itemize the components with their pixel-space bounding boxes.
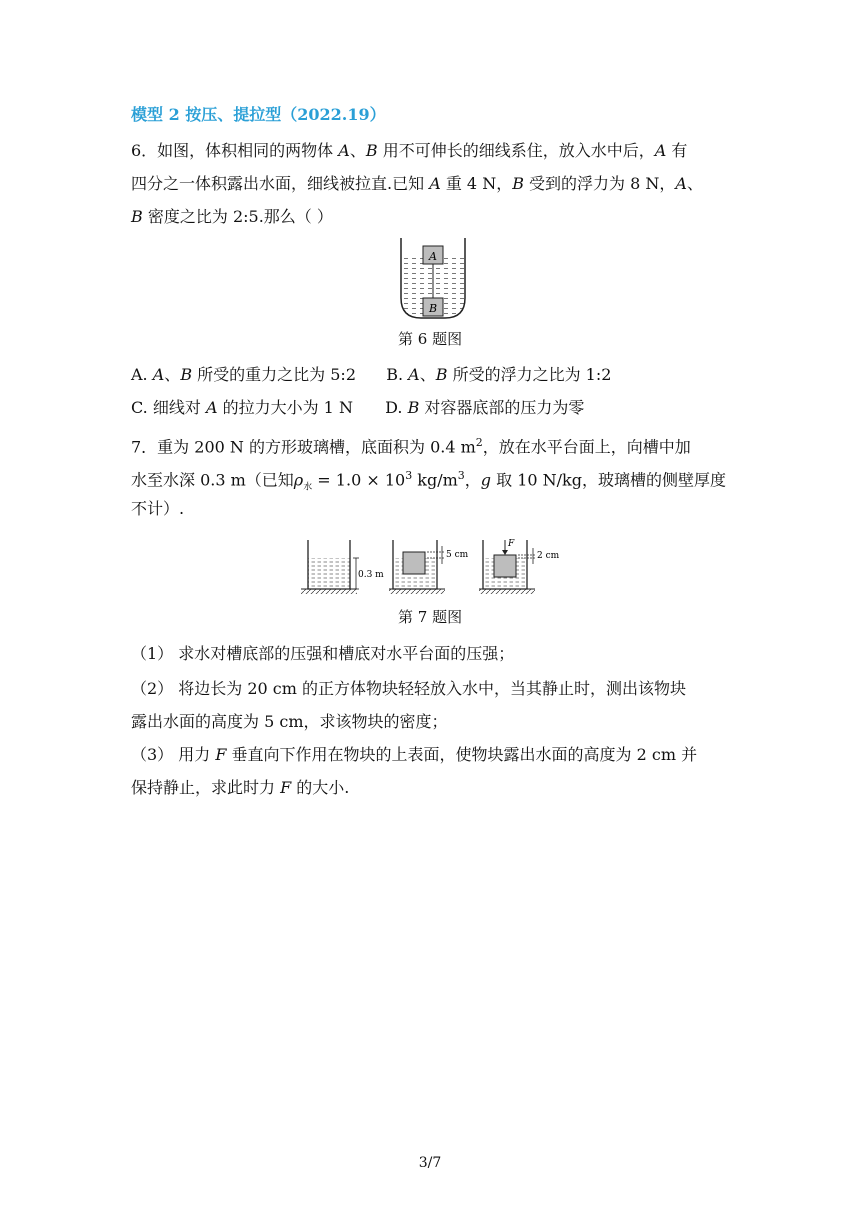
tank-2	[389, 540, 469, 594]
q7-sub-1: （1） 求水对槽底部的压强和槽底对水平台面的压强；	[131, 644, 515, 663]
q6-line-1: 6．如图，体积相同的两物体 A、B 用不可伸长的细线系住，放入水中后，A 有	[131, 141, 688, 160]
q6-beaker-figure	[395, 236, 471, 322]
option-b: B. A、B 所受的浮力之比为 1:2	[386, 365, 612, 384]
q6-figure-caption: 第 6 题图	[398, 330, 463, 348]
q7-sub-3-line-2: 保持静止，求此时力 F 的大小.	[131, 778, 350, 797]
q6-line-3: B 密度之比为 2:5.那么（ ）	[131, 207, 333, 226]
q7-sub-2-line-1: （2） 将边长为 20 cm 的正方体物块轻轻放入水中，当其静止时，测出该物块	[131, 679, 687, 698]
block-b-label: B	[428, 302, 438, 315]
q7-line-2: 水至水深 0.3 m（已知$\rho_水 = 1.0 \times 10^3$ $kg/m^3$，g 取 10 N/kg，玻璃槽的侧壁厚度	[131, 469, 726, 493]
q7-sub-3-line-1: （3） 用力 F 垂直向下作用在物块的上表面，使物块露出水面的高度为 2 cm 并	[131, 745, 698, 764]
q6-line-2: 四分之一体积露出水面，细线被拉直.已知 A 重 4 N，B 受到的浮力为 8 N，A、	[131, 174, 703, 193]
q7-sub-2-line-2: 露出水面的高度为 5 cm，求该物块的密度；	[131, 712, 448, 731]
block-a-label: A	[429, 250, 437, 263]
svg-text:5 cm: 5 cm	[446, 550, 469, 560]
option-d: D. B 对容器底部的压力为零	[385, 398, 585, 417]
page-number: 3/7	[418, 1155, 442, 1171]
q7-line-3: 不计）.	[131, 499, 185, 518]
svg-text:2 cm: 2 cm	[537, 551, 560, 561]
svg-text:F: F	[508, 539, 515, 549]
q7-tank-figures	[299, 536, 569, 598]
q7-line-1: 7．重为 200 N 的方形玻璃槽，底面积为 0.4 $m^2$，放在水平台面上，向槽中加	[131, 436, 691, 457]
option-a: A. A、B 所受的重力之比为 5:2	[131, 365, 357, 384]
section-title: 模型 2 按压、提拉型（2022.19）	[131, 105, 386, 124]
tank-1	[301, 540, 384, 594]
option-c: C. 细线对 A 的拉力大小为 1 N	[131, 398, 353, 417]
q6-options-row-1	[131, 363, 611, 387]
q6-options-row-2	[131, 396, 584, 420]
tank-3	[479, 539, 560, 594]
q7-figure-caption: 第 7 题图	[398, 608, 463, 626]
svg-text:0.3 m: 0.3 m	[358, 570, 384, 580]
